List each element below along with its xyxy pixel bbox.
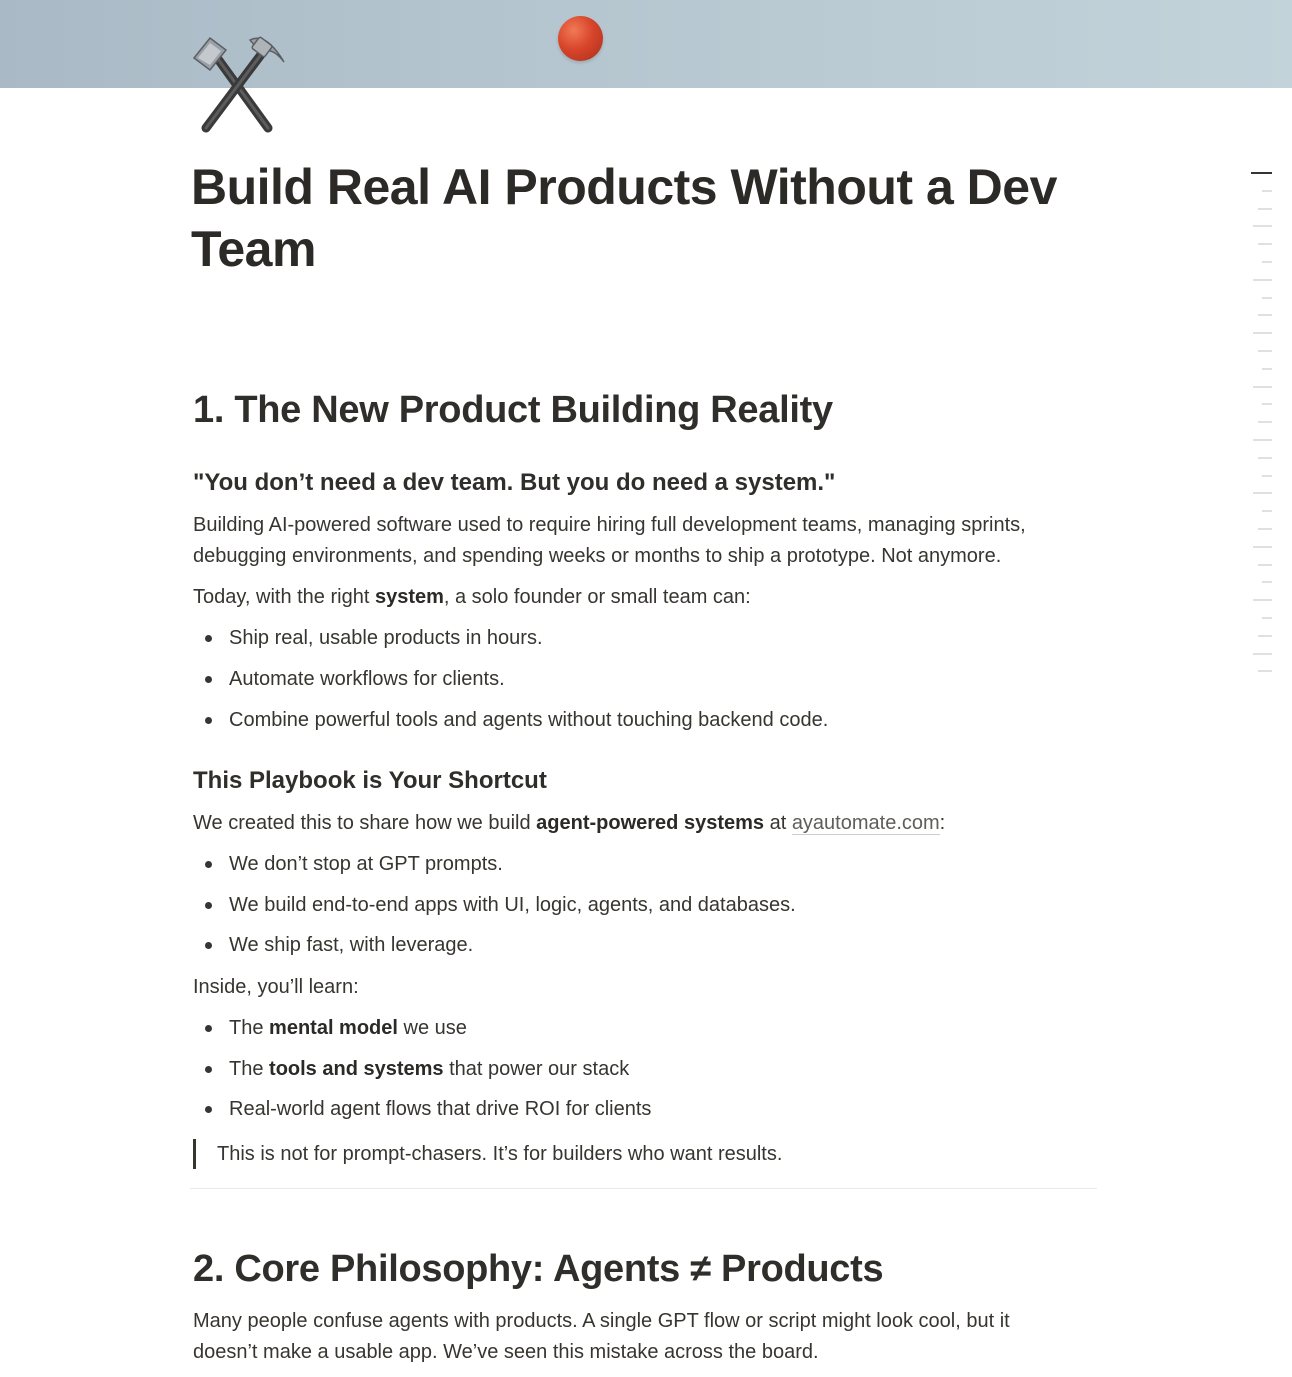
toc-item[interactable] xyxy=(1253,279,1272,281)
toc-item[interactable] xyxy=(1258,670,1272,672)
list-item: Automate workflows for clients. xyxy=(193,664,505,694)
callout-quote-text: This is not for prompt-chasers. It’s for builders who want results. xyxy=(217,1143,783,1165)
playbook-text-bold: agent-powered systems xyxy=(536,812,765,834)
quote-heading: "You don’t need a dev team. But you do need a system." xyxy=(193,469,836,496)
list-item: Real-world agent flows that drive ROI for clients xyxy=(193,1094,651,1124)
toc-item[interactable] xyxy=(1262,261,1272,263)
toc-item[interactable] xyxy=(1262,510,1272,512)
today-paragraph xyxy=(193,582,751,613)
intro-paragraph-line-1: Building AI-powered software used to require hiring full development teams, managing sprints, xyxy=(193,514,1026,536)
today-text-bold: system xyxy=(374,586,444,608)
today-text-post: , a solo founder or small team can: xyxy=(443,586,751,608)
playbook-text-pre: We created this to share how we build xyxy=(193,812,537,834)
list-item: We ship fast, with leverage. xyxy=(193,930,473,960)
toc-item[interactable] xyxy=(1258,635,1272,637)
toc-item[interactable] xyxy=(1253,492,1272,494)
toc-item[interactable] xyxy=(1253,439,1272,441)
inside-paragraph: Inside, you’ll learn: xyxy=(193,976,359,998)
playbook-text-post: : xyxy=(939,812,946,834)
toc-item[interactable] xyxy=(1258,528,1272,530)
playbook-heading: This Playbook is Your Shortcut xyxy=(193,767,547,794)
list-text-post: we use xyxy=(397,1017,467,1039)
page-title: Build Real AI Products Without a Dev Team xyxy=(191,159,1057,277)
list-item xyxy=(193,1013,467,1043)
toc-item[interactable] xyxy=(1262,368,1272,370)
toc-item[interactable] xyxy=(1258,243,1272,245)
section-2-paragraph-line-2: doesn’t make a usable app. We’ve seen this mistake across the board. xyxy=(193,1341,819,1363)
list-item: We build end-to-end apps with UI, logic, agents, and databases. xyxy=(193,890,796,920)
ayautomate-link[interactable]: ayautomate.com xyxy=(791,812,940,834)
toc-item[interactable] xyxy=(1258,314,1272,316)
section-2-heading: 2. Core Philosophy: Agents ≠ Products xyxy=(193,1248,884,1290)
list-text-pre: The xyxy=(229,1017,270,1039)
list-item: Ship real, usable products in hours. xyxy=(193,623,543,653)
toc-item[interactable] xyxy=(1253,546,1272,548)
toc-item[interactable] xyxy=(1262,403,1272,405)
today-text-pre: Today, with the right xyxy=(193,586,375,608)
toc-item-active[interactable] xyxy=(1251,172,1272,174)
list-text-post: that power our stack xyxy=(443,1058,630,1080)
list-item: Combine powerful tools and agents without touching backend code. xyxy=(193,705,828,735)
intro-paragraph-line-2: debugging environments, and spending weeks or months to ship a prototype. Not anymore. xyxy=(193,545,1002,567)
toc-item[interactable] xyxy=(1262,475,1272,477)
toc-item[interactable] xyxy=(1262,581,1272,583)
toc-item[interactable] xyxy=(1258,457,1272,459)
toc-item[interactable] xyxy=(1253,599,1272,601)
toc-item[interactable] xyxy=(1258,208,1272,210)
playbook-paragraph xyxy=(193,808,945,839)
toc-item[interactable] xyxy=(1253,332,1272,334)
list-text-pre: The xyxy=(229,1058,270,1080)
toc-item[interactable] xyxy=(1258,421,1272,423)
list-text-bold: tools and systems xyxy=(269,1058,444,1080)
callout-quote-bar xyxy=(193,1139,196,1169)
toc-item[interactable] xyxy=(1262,617,1272,619)
section-1-heading: 1. The New Product Building Reality xyxy=(193,389,833,431)
toc-item[interactable] xyxy=(1258,564,1272,566)
toc-item[interactable] xyxy=(1262,297,1272,299)
toc-item[interactable] xyxy=(1253,653,1272,655)
list-text-bold: mental model xyxy=(269,1017,398,1039)
list-item xyxy=(193,1054,629,1084)
playbook-text-mid: at xyxy=(764,812,792,834)
list-item: We don’t stop at GPT prompts. xyxy=(193,849,503,879)
section-divider xyxy=(190,1188,1097,1189)
toc-item[interactable] xyxy=(1253,225,1272,227)
section-2-paragraph-line-1: Many people confuse agents with products. A single GPT flow or script might look cool, but it xyxy=(193,1310,1010,1332)
table-of-contents-minimap[interactable] xyxy=(1250,172,1272,682)
toc-item[interactable] xyxy=(1253,386,1272,388)
toc-item[interactable] xyxy=(1258,350,1272,352)
toc-item[interactable] xyxy=(1262,190,1272,192)
